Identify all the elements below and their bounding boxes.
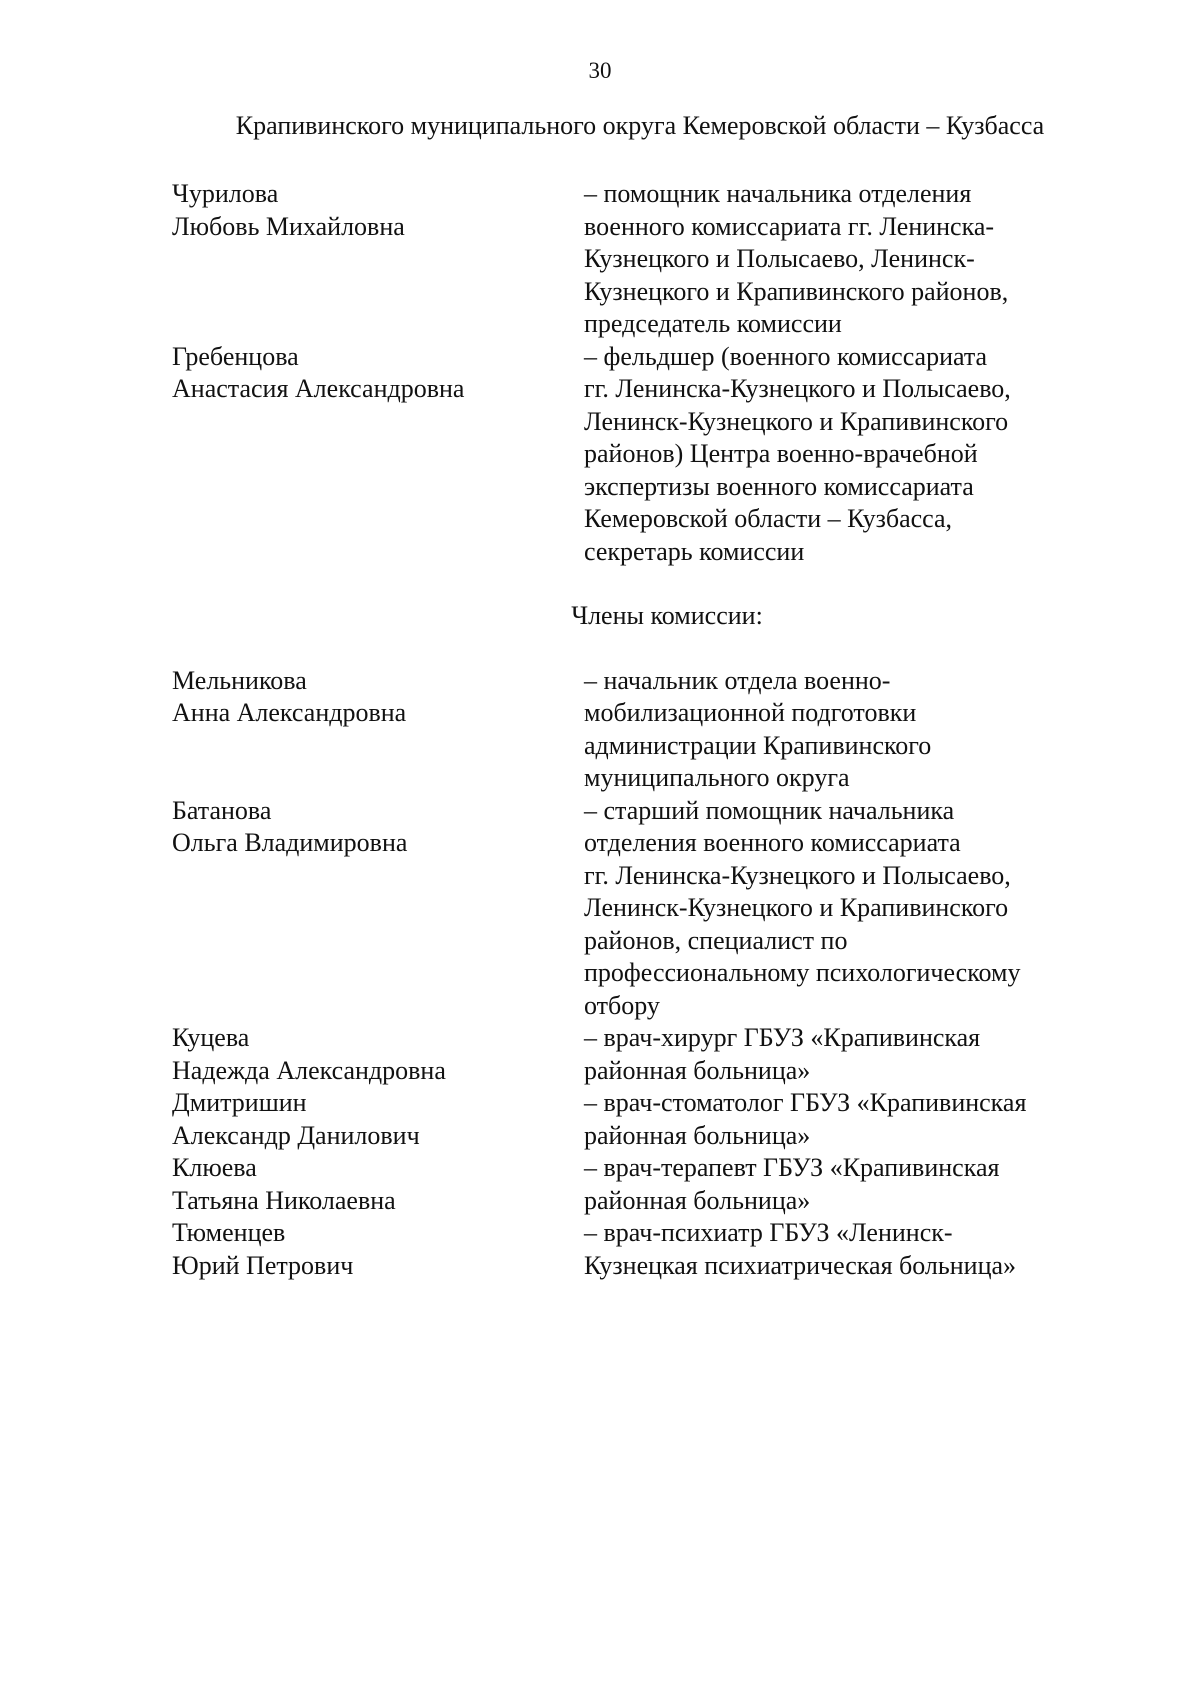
page-number: 30 <box>588 58 612 83</box>
person-name <box>172 178 584 341</box>
roster-entry <box>172 665 1092 795</box>
roster-entry <box>172 1217 1092 1282</box>
role-line: Кузнецкая психиатрическая больница» <box>584 1250 1017 1280</box>
name-line: Дмитришин <box>172 1088 307 1117</box>
name-line: Юрий Петрович <box>172 1250 354 1280</box>
role-line: – врач-психиатр ГБУЗ «Ленинск- <box>584 1218 953 1247</box>
role-line: районная больница» <box>584 1120 811 1150</box>
person-name <box>172 1022 584 1087</box>
role-line: – врач-хирург ГБУЗ «Крапивинская <box>584 1023 981 1052</box>
person-role <box>584 178 1084 341</box>
person-role <box>584 341 1084 569</box>
role-line: администрации Крапивинского <box>584 730 932 760</box>
name-line: Мельникова <box>172 665 307 695</box>
members-list <box>172 665 1092 1283</box>
name-line: Гребенцова <box>172 341 299 371</box>
role-line: военного комиссариата гг. Ленинска- <box>584 211 995 241</box>
roster-entry <box>172 178 1092 341</box>
person-name <box>172 1152 584 1217</box>
role-line: профессиональному психологическому <box>584 958 1021 987</box>
leaders-list <box>172 178 1092 568</box>
roster-entry <box>172 795 1092 1023</box>
name-line: Чурилова <box>172 179 279 208</box>
name-line: Анна Александровна <box>172 698 407 727</box>
members-heading: Члены комиссии: <box>571 601 763 630</box>
person-name <box>172 795 584 1023</box>
commission-roster <box>172 178 1092 1282</box>
roster-entry <box>172 341 1092 569</box>
role-line: – врач-стоматолог ГБУЗ «Крапивинская <box>584 1088 1027 1117</box>
roster-entry <box>172 1022 1092 1087</box>
role-line: – фельдшер (военного комиссариата <box>584 341 988 371</box>
person-role <box>584 1152 1084 1217</box>
name-line: Надежда Александровна <box>172 1055 446 1085</box>
person-role <box>584 1087 1084 1152</box>
name-line: Тюменцев <box>172 1218 286 1247</box>
name-line: Анастасия Александровна <box>172 374 465 403</box>
person-name <box>172 665 584 795</box>
role-line: гг. Ленинска-Кузнецкого и Полысаево, <box>584 860 1011 890</box>
role-line: отделения военного комиссариата <box>584 828 961 857</box>
person-role <box>584 795 1084 1023</box>
role-line: мобилизационной подготовки <box>584 698 917 727</box>
name-line: Куцева <box>172 1023 250 1052</box>
roster-entry <box>172 1087 1092 1152</box>
role-line: экспертизы военного комиссариата <box>584 471 974 501</box>
person-role <box>584 665 1084 795</box>
name-line: Ольга Владимировна <box>172 828 408 857</box>
role-line: районов) Центра военно-врачебной <box>584 439 978 468</box>
name-line: Любовь Михайловна <box>172 211 405 241</box>
role-line: – врач-терапевт ГБУЗ «Крапивинская <box>584 1153 1000 1182</box>
role-line: – старший помощник начальника <box>584 795 955 825</box>
person-name <box>172 341 584 569</box>
roster-entry <box>172 1152 1092 1217</box>
document-header: Крапивинского муниципального округа Кемеровской области – Кузбасса <box>235 111 1045 140</box>
role-line: – начальник отдела военно- <box>584 665 891 695</box>
role-line: муниципального округа <box>584 763 850 792</box>
role-line: Кемеровской области – Кузбасса, <box>584 504 953 533</box>
role-line: секретарь комиссии <box>584 536 805 566</box>
role-line: Кузнецкого и Полысаево, Ленинск- <box>584 244 975 273</box>
person-name <box>172 1217 584 1282</box>
role-line: районов, специалист по <box>584 925 848 955</box>
role-line: отбору <box>584 990 660 1020</box>
role-line: гг. Ленинска-Кузнецкого и Полысаево, <box>584 374 1011 403</box>
role-line: Ленинск-Кузнецкого и Крапивинского <box>584 893 1009 922</box>
name-line: Александр Данилович <box>172 1120 420 1150</box>
role-line: Кузнецкого и Крапивинского районов, <box>584 276 1009 306</box>
name-line: Клюева <box>172 1153 257 1182</box>
name-line: Татьяна Николаевна <box>172 1185 396 1215</box>
role-line: – помощник начальника отделения <box>584 179 972 208</box>
role-line: Ленинск-Кузнецкого и Крапивинского <box>584 406 1009 436</box>
role-line: районная больница» <box>584 1185 811 1215</box>
person-role <box>584 1022 1084 1087</box>
name-line: Батанова <box>172 795 272 825</box>
role-line: председатель комиссии <box>584 309 842 338</box>
person-role <box>584 1217 1084 1282</box>
role-line: районная больница» <box>584 1055 811 1085</box>
person-name <box>172 1087 584 1152</box>
